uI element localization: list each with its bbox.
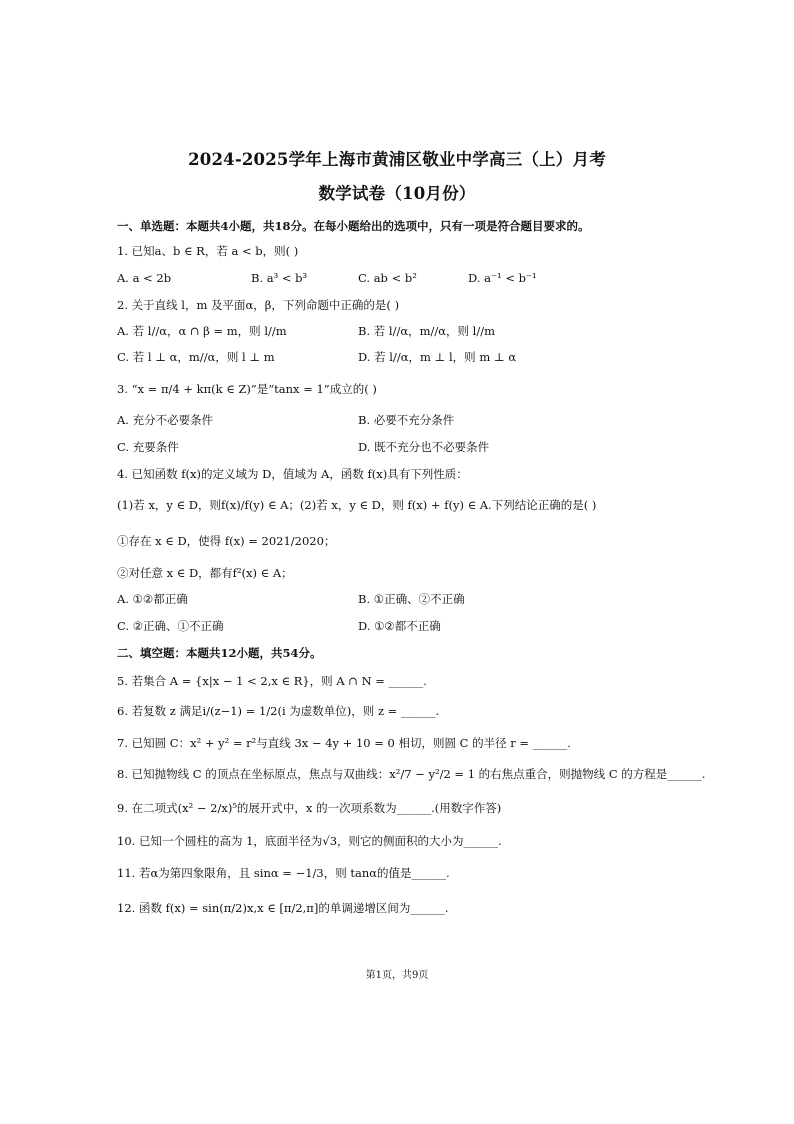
section-1-heading: 一、单选题：本题共4小题，共18分。在每小题给出的选项中，只有一项是符合题目要求的。 <box>117 219 590 233</box>
question-5: 5. 若集合 A = {x|x − 1 < 2,x ∈ R}，则 A ∩ N = ______. <box>117 674 427 688</box>
page-footer: 第1页，共9页 <box>365 970 429 981</box>
question-3-stem: 3. “x = π/4 + kπ(k ∈ Z)”是“tanx = 1”成立的( ) <box>117 382 377 396</box>
question-7: 7. 已知圆 C：x² + y² = r²与直线 3x − 4y + 10 = 0 相切，则圆 C 的半径 r = ______. <box>117 736 571 750</box>
question-3-option-c: C. 充要条件 <box>117 440 179 454</box>
question-2-stem: 2. 关于直线 l，m 及平面α，β，下列命题中正确的是( ) <box>117 298 400 312</box>
question-9: 9. 在二项式(x² − 2/x)⁵的展开式中，x 的一次项系数为______.(用数字作答) <box>117 801 502 815</box>
question-1-option-c: C. ab < b² <box>358 271 417 285</box>
question-12: 12. 函数 f(x) = sin(π/2)x,x ∈ [π/2,π]的单调递增区间为______. <box>117 901 449 915</box>
question-2-option-d: D. 若 l//α，m ⊥ l，则 m ⊥ α <box>358 350 517 364</box>
exam-subtitle: 数学试卷（10月份） <box>318 184 476 203</box>
question-1-stem: 1. 已知a、b ∈ R，若 a < b，则( ) <box>117 244 299 258</box>
question-4-option-a: A. ①②都正确 <box>117 592 188 606</box>
question-4-statement-2: ②对任意 x ∈ D，都有f²(x) ∈ A； <box>117 566 293 580</box>
question-1-option-b: B. a³ < b³ <box>251 271 308 285</box>
question-2-option-a: A. 若 l//α，α ∩ β = m，则 l//m <box>117 324 287 338</box>
question-4-statement-1: ①存在 x ∈ D，使得 f(x) = 2021/2020； <box>117 534 336 548</box>
question-1-option-d: D. a⁻¹ < b⁻¹ <box>468 271 537 285</box>
exam-title: 2024-2025学年上海市黄浦区敬业中学高三（上）月考 <box>188 150 606 169</box>
question-2-option-b: B. 若 l//α，m//α，则 l//m <box>358 324 496 338</box>
question-3-option-d: D. 既不充分也不必要条件 <box>358 440 490 454</box>
question-6: 6. 若复数 z 满足i/(z−1) = 1/2(i 为虚数单位)，则 z = ______. <box>117 704 440 718</box>
question-10: 10. 已知一个圆柱的高为 1，底面半径为√3，则它的侧面积的大小为______. <box>117 834 502 848</box>
question-2-option-c: C. 若 l ⊥ α，m//α，则 l ⊥ m <box>117 350 275 364</box>
question-4-stem: 4. 已知函数 f(x)的定义域为 D，值域为 A，函数 f(x)具有下列性质： <box>117 467 468 481</box>
question-4-option-d: D. ①②都不正确 <box>358 619 441 633</box>
question-8: 8. 已知抛物线 C 的顶点在坐标原点，焦点与双曲线：x²/7 − y²/2 = 1 的右焦点重合，则抛物线 C 的方程是______. <box>117 767 706 781</box>
question-4-option-c: C. ②正确、①不正确 <box>117 619 224 633</box>
question-4-properties: (1)若 x，y ∈ D，则f(x)/f(y) ∈ A；(2)若 x，y ∈ D，则 f(x) + f(y) ∈ A.下列结论正确的是( ) <box>117 498 597 512</box>
question-4-option-b: B. ①正确、②不正确 <box>358 592 465 606</box>
question-3-option-a: A. 充分不必要条件 <box>117 413 214 427</box>
question-11: 11. 若α为第四象限角，且 sinα = −1/3，则 tanα的值是______. <box>117 866 450 880</box>
question-3-option-b: B. 必要不充分条件 <box>358 413 455 427</box>
question-1-option-a: A. a < 2b <box>117 271 172 285</box>
section-2-heading: 二、填空题：本题共12小题，共54分。 <box>117 646 322 660</box>
